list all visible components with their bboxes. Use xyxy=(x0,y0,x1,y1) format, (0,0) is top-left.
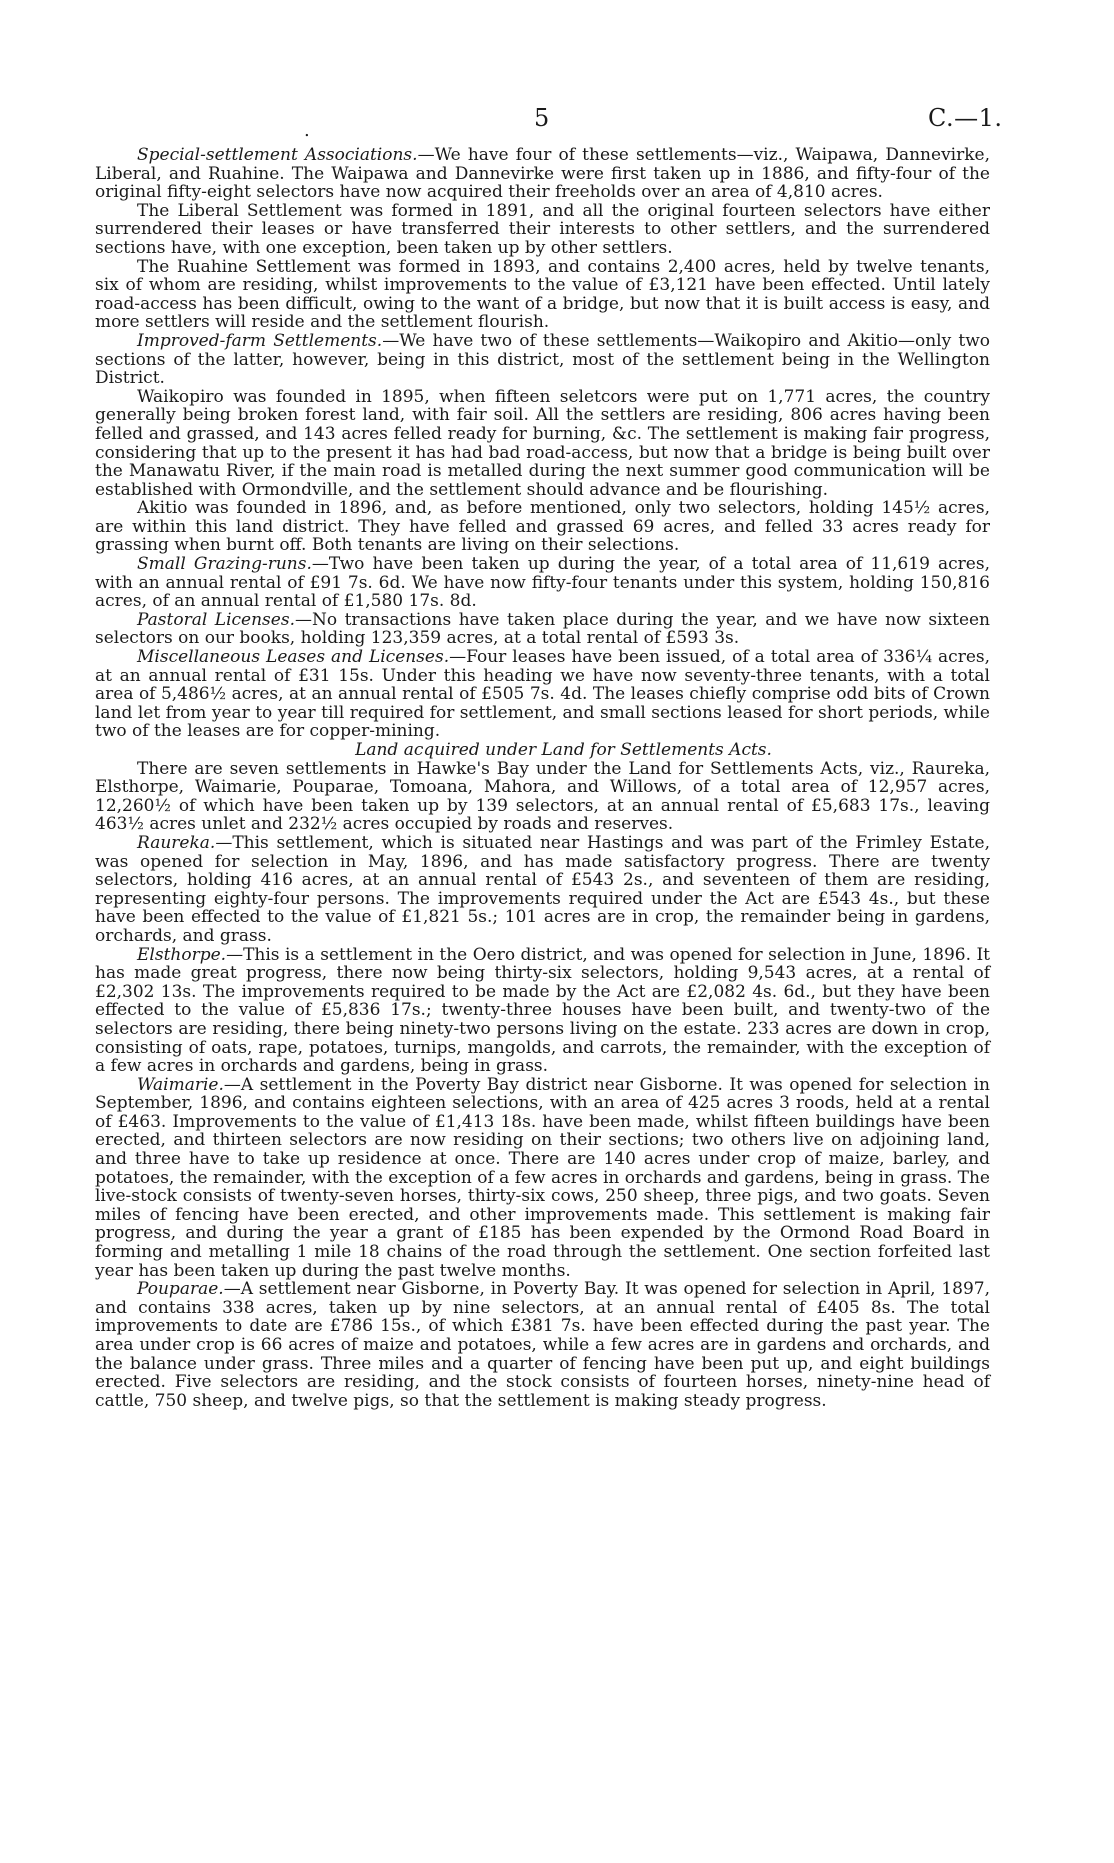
paragraph-text: —No transactions have taken place during the year, and we have now sixteen selectors on our books, holding 123,359 acres, at a total rental of £593 3s. xyxy=(95,609,991,649)
paragraph-text: There are seven settlements in Hawke's Bay under the Land for Settlements Acts, viz., Raureka, Elsthorpe, Waimarie, Pouparae, Tomoana, Mahora, and Willows, of a total area of 12,957 acres, 12,260½ of which have been taken up by 139 selectors, at an annual rental of £5,683 17s., leaving 463½ acres unlet and 232½ acres occupied by roads and reserves. xyxy=(95,758,990,835)
paragraph-text: —This settlement, which is situated near Hastings and was part of the Frimley Estate, was opened for selection in May, 1896, and has made satisfactory progress. There are twenty selectors, holding 416 acres, at an annual rental of £543 2s., and seventeen of them are residing, representing eighty-four persons. The improvements required under the Act are £543 4s., but these have been effected to the value of £1,821 5s.; 101 acres are in crop, the remainder being in gardens, orchards, and grass. xyxy=(95,832,990,946)
paragraph xyxy=(95,834,990,946)
paragraph xyxy=(95,499,990,555)
paragraph-text: —Four leases have been issued, of a total area of 336¼ acres, at an annual rental of £31 15s. Under this heading we have now seventy-three tenants, with a total area of 5,486½ acres, at an annual rental of £505 7s. 4d. The leases chiefly comprise odd bits of Crown land let from year to year till required for settlement, and small sections leased for short periods, while two of the leases are for copper-mining. xyxy=(95,647,991,742)
paragraph-lead: Pouparae. xyxy=(137,1279,224,1300)
paragraph xyxy=(95,146,990,202)
document-body xyxy=(95,146,990,1410)
paragraph-text: The Liberal Settlement was formed in 1891, and all the original fourteen selectors have either surrendered their leases or have transferred their interests to other settlers, and the surrendered sections have, with one exception, been taken up by other settlers. xyxy=(95,200,990,258)
paragraph-lead: Elsthorpe. xyxy=(137,944,227,965)
paragraph-lead: Special-settlement Associations. xyxy=(137,145,418,165)
paragraph-text: —We have two of these settlements—Waikopiro and Akitio—only two sections of the latter, however, being in this district, most of the settlement being in the Wellington District. xyxy=(95,330,991,389)
section-heading: Land acquired under Land for Settlements Acts. xyxy=(355,740,772,760)
paragraph xyxy=(95,555,990,611)
document-reference: C.—1. xyxy=(928,104,1003,132)
paragraph-lead: Small Grazing-runs. xyxy=(137,554,312,575)
paragraph xyxy=(95,1280,990,1410)
paragraph xyxy=(95,388,990,500)
paragraph-text: Akitio was founded in 1896, and, as before mentioned, only two selectors, holding 145½ acres, are within this land district. They have felled and grassed 69 acres, and felled 33 acres ready for grassing when burnt off. Both tenants are living on their selections. xyxy=(95,498,990,556)
paragraph-text: The Ruahine Settlement was formed in 1893, and contains 2,400 acres, held by twelve tenants, six of whom are residing, whilst improvements to the value of £3,121 have been effected. Until lately road-access has been difficult, owing to the want of a bridge, but now that it is built access is easy, and more settlers will reside and the settlement flourish. xyxy=(95,256,990,333)
paragraph-text: Waikopiro was founded in 1895, when fifteen seletcors were put on 1,771 acres, the country generally being broken forest land, with fair soil. All the settlers are residing, 806 acres having been felled and grassed, and 143 acres felled ready for burning, &c. The settlement is making fair progress, considering that up to the present it has had bad road-access, but now that a bridge is being built over the Manawatu River, if the main road is metalled during the next summer good communication will be established with Ormondville, and the settlement should advance and be flourishing. xyxy=(95,386,990,500)
paragraph-lead: Waimarie. xyxy=(137,1074,224,1095)
paragraph-text: —This is a settlement in the Oero district, and was opened for selection in June, 1896. It has made great progress, there now being thirty-six selectors, holding 9,543 acres, at a rental of £2,302 13s. The improvements required to be made by the Act are £2,082 4s. 6d., but they have been effected to the value of £5,836 17s.; twenty-three houses have been built, and twenty-two of the selectors are residing, there being ninety-two persons living on the estate. 233 acres are down in crop, consisting of oats, rape, potatoes, turnips, mangolds, and carrots, the remainder, with the exception of a few acres in orchards and gardens, being in grass. xyxy=(95,944,990,1077)
paragraph xyxy=(95,332,990,388)
paragraph-lead: Raureka. xyxy=(137,832,216,853)
paragraph-text: —A settlement in the Poverty Bay district near Gisborne. It was opened for selection in September, 1896, and contains eighteen selections, with an area of 425 acres 3 roods, held at a rental of £463. Improvements to the value of £1,413 18s. have been made, whilst fifteen buildings have been erected, and thirteen selectors are now residing on their sections; two others live on adjoining land, and three have to take up residence at once. There are 140 acres under crop of maize, barley, and potatoes, the remainder, with the exception of a few acres in orchards and gardens, being in grass. The live-stock consists of twenty-seven horses, thirty-six cows, 250 sheep, three pigs, and two goats. Seven miles of fencing have been erected, and other improvements made. This settlement is making fair progress, and during the year a grant of £185 has been expended by the Ormond Road Board in forming and metalling 1 mile 18 chains of the road through the settlement. One section forfeited last year has been taken up during the past twelve months. xyxy=(95,1074,990,1281)
paragraph xyxy=(95,760,990,834)
paragraph xyxy=(95,1076,990,1281)
paragraph-text: —Two have been taken up during the year, of a total area of 11,619 acres, with an annual rental of £91 7s. 6d. We have now fifty-four tenants under this system, holding 150,816 acres, of an annual rental of £1,580 17s. 8d. xyxy=(95,554,990,612)
paragraph-lead: Miscellaneous Leases and Licenses. xyxy=(137,647,450,668)
page-number: 5 xyxy=(534,104,550,132)
stray-mark: . xyxy=(304,120,310,141)
paragraph-text: —We have four of these settlements—viz., Waipawa, Dannevirke, Liberal, and Ruahine. The Waipawa and Dannevirke were first taken up in 1886, and fifty-four of the original fifty-eight selectors have now acquired their freeholds over an area of 4,810 acres. xyxy=(95,145,991,203)
paragraph-lead: Improved-farm Settlements. xyxy=(137,330,383,351)
paragraph xyxy=(95,258,990,332)
paragraph xyxy=(95,202,990,258)
paragraph xyxy=(95,648,990,741)
paragraph xyxy=(95,946,990,1076)
paragraph-text: —A settlement near Gisborne, in Poverty Bay. It was opened for selection in April, 1897, and contains 338 acres, taken up by nine selectors, at an annual rental of £405 8s. The total improvements to date are £786 15s., of which £381 7s. have been effected during the past year. The area under crop is 66 acres of maize and potatoes, while a few acres are in gardens and orchards, and the balance under grass. Three miles and a quarter of fencing have been put up, and eight buildings erected. Five selectors are residing, and the stock consists of fourteen horses, ninety-nine head of cattle, 750 sheep, and twelve pigs, so that the settlement is making steady progress. xyxy=(95,1279,990,1411)
paragraph xyxy=(95,611,990,648)
paragraph-lead: Pastoral Licenses. xyxy=(137,609,295,630)
